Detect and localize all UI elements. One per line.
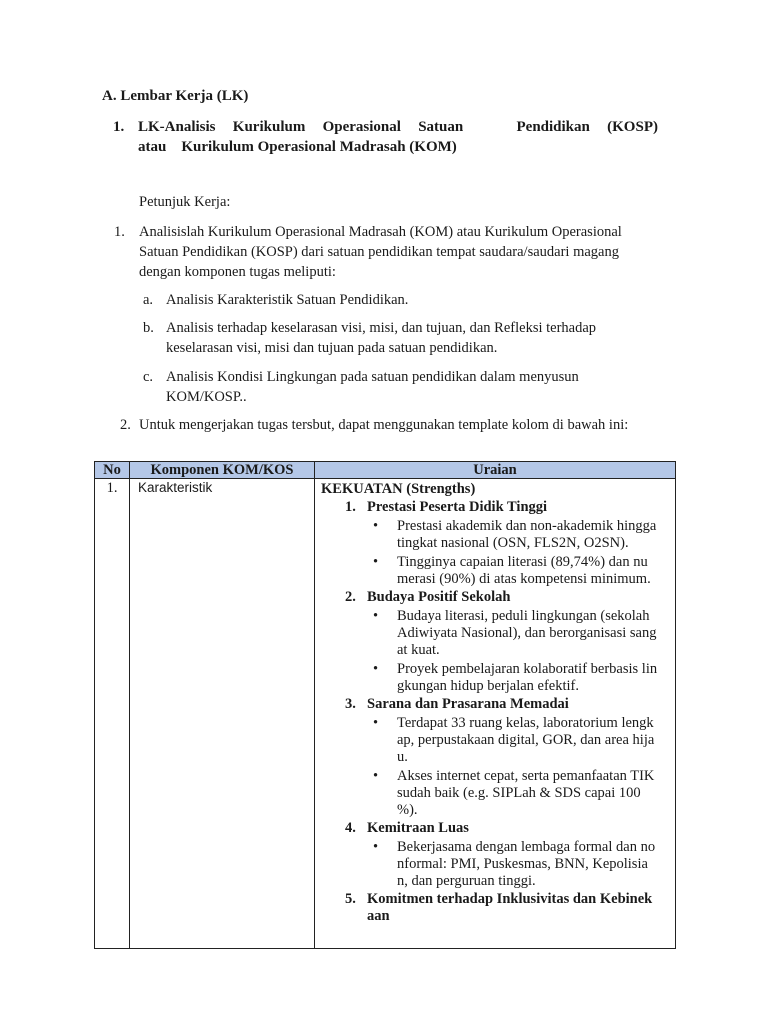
bullet-line: Tingginya capaian literasi (89,74%) dan nu bbox=[397, 554, 648, 570]
bullet-icon: • bbox=[373, 839, 379, 855]
uraian-section-title bbox=[321, 820, 669, 837]
cell-uraian bbox=[315, 479, 676, 949]
lk-word: Operasional bbox=[322, 119, 401, 135]
bullet-icon: • bbox=[373, 768, 379, 784]
bullet-line: at kuat. bbox=[397, 642, 440, 658]
bullet-line: nformal: PMI, Puskesmas, BNN, Kepolisia bbox=[397, 856, 648, 872]
section-title-text: Sarana dan Prasarana Memadai bbox=[367, 696, 569, 712]
table-header-row bbox=[95, 462, 676, 479]
section-number: 2. bbox=[345, 589, 356, 605]
bullet-item bbox=[321, 839, 669, 890]
lk-word: Satuan bbox=[418, 119, 464, 135]
sub-task-line: keselarasan visi, misi dan tujuan pada satuan pendidikan. bbox=[166, 340, 498, 356]
bullet-line: gkungan hidup berjalan efektif. bbox=[397, 678, 579, 694]
instruction-line: Satuan Pendidikan (KOSP) dari satuan pendidikan tempat saudara/saudari magang bbox=[139, 244, 619, 260]
sub-task-line: KOM/KOSP.. bbox=[166, 389, 247, 405]
lk-word: Pendidikan bbox=[516, 119, 590, 135]
bullet-item bbox=[321, 661, 669, 695]
sub-task-line: Analisis terhadap keselarasan visi, misi, dan tujuan, dan Refleksi terhadap bbox=[166, 320, 597, 336]
lk-item-number: 1. bbox=[113, 119, 125, 135]
section-number: 4. bbox=[345, 820, 356, 836]
uraian-title: KEKUATAN (Strengths) bbox=[321, 481, 476, 497]
sub-task-line: Analisis Karakteristik Satuan Pendidikan. bbox=[166, 292, 409, 308]
bullet-line: Terdapat 33 ruang kelas, laboratorium lengk bbox=[397, 715, 654, 731]
sub-task-line: Analisis Kondisi Lingkungan pada satuan pendidikan dalam menyusun bbox=[166, 369, 579, 385]
bullet-item bbox=[321, 554, 669, 588]
section-number: 1. bbox=[345, 499, 356, 515]
section-title-text: aan bbox=[367, 908, 390, 924]
petunjuk-label: Petunjuk Kerja: bbox=[139, 194, 231, 210]
instruction-line: Analisislah Kurikulum Operasional Madrasah (KOM) atau Kurikulum Operasional bbox=[139, 224, 622, 240]
section-heading: A. Lembar Kerja (LK) bbox=[102, 88, 249, 104]
bullet-line: Proyek pembelajaran kolaboratif berbasis lin bbox=[397, 661, 658, 677]
uraian-section-title bbox=[321, 499, 669, 516]
bullet-line: ap, perpustakaan digital, GOR, dan area hija bbox=[397, 732, 655, 748]
lk-word: (KOSP) bbox=[607, 119, 658, 135]
section-number: 5. bbox=[345, 891, 356, 907]
bullet-line: Akses internet cepat, serta pemanfaatan TIK bbox=[397, 768, 655, 784]
analysis-table bbox=[94, 461, 676, 949]
bullet-line: %). bbox=[397, 802, 418, 818]
lk-title-line-1 bbox=[138, 117, 658, 138]
bullet-item bbox=[321, 715, 669, 766]
sub-task-letter: c. bbox=[143, 369, 154, 385]
bullet-item bbox=[321, 768, 669, 819]
section-title-text: Prestasi Peserta Didik Tinggi bbox=[367, 499, 548, 515]
bullet-line: n, dan perguruan tinggi. bbox=[397, 873, 536, 889]
section-number: 3. bbox=[345, 696, 356, 712]
section-title-text: Budaya Positif Sekolah bbox=[367, 589, 511, 605]
bullet-line: tingkat nasional (OSN, FLS2N, O2SN). bbox=[397, 535, 629, 551]
bullet-item bbox=[321, 518, 669, 552]
bullet-icon: • bbox=[373, 661, 379, 677]
bullet-item bbox=[321, 608, 669, 659]
uraian-section-title bbox=[321, 589, 669, 606]
header-komponen: Komponen KOM/KOS bbox=[130, 462, 315, 479]
instruction-number: 2. bbox=[120, 417, 131, 433]
bullet-icon: • bbox=[373, 554, 379, 570]
cell-no: 1. bbox=[95, 479, 130, 949]
bullet-line: Adiwiyata Nasional), dan berorganisasi sang bbox=[397, 625, 657, 641]
bullet-line: Bekerjasama dengan lembaga formal dan no bbox=[397, 839, 656, 855]
uraian-section-title bbox=[321, 891, 669, 925]
bullet-icon: • bbox=[373, 715, 379, 731]
section-title-text: Kemitraan Luas bbox=[367, 820, 469, 836]
header-uraian: Uraian bbox=[315, 462, 676, 479]
header-no: No bbox=[95, 462, 130, 479]
lk-word: Kurikulum bbox=[232, 119, 306, 135]
sub-task-letter: b. bbox=[143, 320, 154, 336]
lk-title-line-2: atau Kurikulum Operasional Madrasah (KOM) bbox=[138, 139, 457, 155]
bullet-line: sudah baik (e.g. SIPLah & SDS capai 100 bbox=[397, 785, 641, 801]
sub-task-letter: a. bbox=[143, 292, 154, 308]
instruction-line: dengan komponen tugas meliputi: bbox=[139, 264, 336, 280]
table-row bbox=[95, 479, 676, 949]
lk-word: LK-Analisis bbox=[138, 119, 216, 135]
bullet-line: merasi (90%) di atas kompetensi minimum. bbox=[397, 571, 651, 587]
bullet-line: Prestasi akademik dan non-akademik hingga bbox=[397, 518, 657, 534]
bullet-line: u. bbox=[397, 749, 408, 765]
bullet-icon: • bbox=[373, 518, 379, 534]
instruction-number: 1. bbox=[114, 224, 125, 240]
uraian-section-title bbox=[321, 696, 669, 713]
cell-komponen: Karakteristik bbox=[130, 479, 315, 949]
instruction-line: Untuk mengerjakan tugas tersbut, dapat menggunakan template kolom di bawah ini: bbox=[139, 417, 629, 433]
bullet-line: Budaya literasi, peduli lingkungan (sekolah bbox=[397, 608, 650, 624]
section-title-text: Komitmen terhadap Inklusivitas dan Kebinek bbox=[367, 891, 653, 907]
bullet-icon: • bbox=[373, 608, 379, 624]
